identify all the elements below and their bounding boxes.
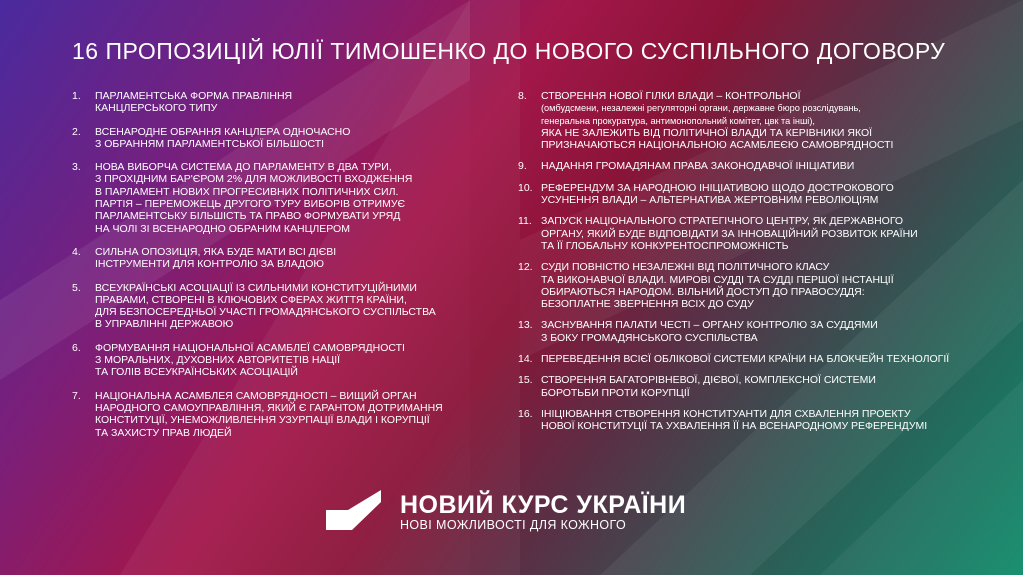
arrow-chevron-logo-icon [326,490,386,530]
item-line: НАЦІОНАЛЬНА АСАМБЛЕЯ САМОВРЯДНОСТІ – ВИЩИЙ ОРГАН [95,389,417,402]
item-line: (омбудсмени, незалежні регуляторні органи, державне бюро розслідувань, [541,103,861,114]
item-line: ЗАПУСК НАЦІОНАЛЬНОГО СТРАТЕГІЧНОГО ЦЕНТРУ, ЯК ДЕРЖАВНОГО [541,215,904,228]
item-text [541,374,958,399]
item-number: 15. [518,374,533,387]
item-line: ПАРТІЯ – ПЕРЕМОЖЕЦЬ ДРУГОГО ТУРУ ВИБОРІВ ОТРИМУЄ [95,198,406,211]
item-line: СТВОРЕННЯ БАГАТОРІВНЕВОЇ, ДІЄВОЇ, КОМПЛЕКСНОЇ СИСТЕМИ [541,374,876,387]
brand-subtitle: НОВІ МОЖЛИВОСТІ ДЛЯ КОЖНОГО [400,518,627,532]
item-number: 11. [518,215,532,228]
item-line: БОРОТЬБИ ПРОТИ КОРУПЦІЇ [541,386,690,399]
item-line: РЕФЕРЕНДУМ ЗА НАРОДНОЮ ІНІЦІАТИВОЮ ЩОДО ДОСТРОКОВОГО [541,181,894,194]
item-number: 5. [72,281,81,294]
list-item [72,161,472,235]
item-text [95,246,472,271]
item-number: 16. [518,407,533,420]
item-line: БЕЗОПЛАТНЕ ЗВЕРНЕННЯ ВСІХ ДО СУДУ [541,298,754,311]
item-line: З ОБРАННЯМ ПАРЛАМЕНТСЬКОЇ БІЛЬШОСТІ [95,137,325,150]
item-line: КОНСТИТУЦІЇ, УНЕМОЖЛИВЛЕННЯ УЗУРПАЦІЇ ВЛАДИ І КОРУПЦІЇ [95,414,430,427]
item-text [95,342,472,379]
item-number: 13. [518,319,533,332]
item-line: ОБИРАЮТЬСЯ НАРОДОМ. ВІЛЬНИЙ ДОСТУП ДО ПРАВОСУДДЯ: [541,285,865,298]
item-line: ЯКА НЕ ЗАЛЕЖИТЬ ВІД ПОЛІТИЧНОЇ ВЛАДИ ТА КЕРІВНИКИ ЯКОЇ [541,126,873,139]
item-text [541,160,958,172]
list-item [518,261,958,310]
item-text [95,126,472,151]
item-text [95,390,472,439]
item-number: 4. [72,245,81,258]
item-text [95,90,472,115]
item-text [541,261,958,310]
list-item [518,374,958,399]
list-item [72,126,472,151]
item-number: 1. [72,90,81,102]
item-line: ПРИЗНАЧАЮТЬСЯ НАЦІОНАЛЬНОЮ АСАМБЛЕЄЮ САМОВРЯДНОСТІ [541,139,894,152]
item-line: УСУНЕННЯ ВЛАДИ – АЛЬТЕРНАТИВА ЖЕРТОВНИМ РЕВОЛЮЦІЯМ [541,194,879,207]
item-text [541,182,958,207]
item-number: 2. [72,125,81,138]
item-line: ІНІЦІЮВАННЯ СТВОРЕННЯ КОНСТИТУАНТИ ДЛЯ СХВАЛЕННЯ ПРОЕКТУ [541,407,911,420]
item-line: ПЕРЕВЕДЕННЯ ВСІЄЇ ОБЛІКОВОЇ СИСТЕМИ КРАЇНИ НА БЛОКЧЕЙН ТЕХНОЛОГІЇ [541,353,950,366]
item-text [541,319,958,344]
item-line: ІНСТРУМЕНТИ ДЛЯ КОНТРОЛЮ ЗА ВЛАДОЮ [95,258,324,271]
page-title: 16 ПРОПОЗИЦІЙ ЮЛІЇ ТИМОШЕНКО ДО НОВОГО СУСПІЛЬНОГО ДОГОВОРУ [72,38,946,64]
item-number: 6. [72,341,81,354]
left-proposals-list [72,90,472,450]
item-line: В УПРАВЛІННІ ДЕРЖАВОЮ [95,318,234,331]
item-text [541,90,958,151]
item-line: З ПРОХІДНИМ БАР'ЄРОМ 2% ДЛЯ МОЖЛИВОСТІ ВХОДЖЕННЯ [95,173,413,186]
list-item [518,408,958,433]
item-text [541,215,958,252]
list-item [72,282,472,331]
item-line: ОРГАНУ, ЯКИЙ БУДЕ ВІДПОВІДАТИ ЗА ІННОВАЦІЙНИЙ РОЗВИТОК КРАЇНИ [541,227,918,240]
list-item [518,160,958,172]
list-item [518,353,958,365]
item-line: З БОКУ ГРОМАДЯНСЬКОГО СУСПІЛЬСТВА [541,331,758,344]
list-item [72,390,472,439]
item-line: генеральна прокуратура, антимонопольний комітет, цвк та інші), [541,115,815,126]
item-number: 3. [72,161,81,174]
item-number: 7. [72,389,81,402]
item-number: 12. [518,261,533,274]
list-item [518,215,958,252]
item-line: НОВОЇ КОНСТИТУЦІЇ ТА УХВАЛЕННЯ ЇЇ НА ВСЕНАРОДНОМУ РЕФЕРЕНДУМІ [541,420,928,433]
item-line: НОВА ВИБОРЧА СИСТЕМА ДО ПАРЛАМЕНТУ В ДВА ТУРИ, [95,161,392,174]
item-line: ТА ЇЇ ГЛОБАЛЬНУ КОНКУРЕНТОСПРОМОЖНІСТЬ [541,239,789,252]
item-line: З МОРАЛЬНИХ, ДУХОВНИХ АВТОРИТЕТІВ НАЦІЇ [95,354,341,367]
item-text [541,408,958,433]
item-line: ПАРЛАМЕНТСЬКУ БІЛЬШІСТЬ ТА ПРАВО ФОРМУВАТИ УРЯД [95,210,401,223]
item-number: 8. [518,90,527,102]
right-proposals-list [518,90,958,442]
list-item [518,182,958,207]
list-item [518,319,958,344]
list-item [72,246,472,271]
item-line: ТА ЗАХИСТУ ПРАВ ЛЮДЕЙ [95,426,232,439]
item-line: ТА ВИКОНАВЧОЇ ВЛАДИ. МИРОВІ СУДДІ ТА СУДДІ ПЕРШОЇ ІНСТАНЦІЇ [541,273,894,286]
item-line: ПРАВАМИ, СТВОРЕНІ В КЛЮЧОВИХ СФЕРАХ ЖИТТЯ КРАЇНИ, [95,293,407,306]
item-text [541,353,958,365]
item-line: ФОРМУВАННЯ НАЦІОНАЛЬНОЇ АСАМБЛЕЇ САМОВРЯДНОСТІ [95,341,405,354]
item-line: ВСЕУКРАЇНСЬКІ АСОЦІАЦІЇ ІЗ СИЛЬНИМИ КОНСТИТУЦІЙНИМИ [95,281,417,294]
item-number: 10. [518,181,533,194]
item-line: СИЛЬНА ОПОЗИЦІЯ, ЯКА БУДЕ МАТИ ВСІ ДІЄВІ [95,245,337,258]
item-line: КАНЦЛЕРСЬКОГО ТИПУ [95,102,218,115]
item-line: НАРОДНОГО САМОУПРАВЛІННЯ, ЯКИЙ Є ГАРАНТОМ ДОТРИМАННЯ [95,401,443,414]
item-number: 14. [518,353,533,366]
list-item [72,90,472,115]
item-text [95,282,472,331]
item-number: 9. [518,160,527,173]
item-text [95,161,472,235]
item-line: СТВОРЕННЯ НОВОЇ ГІЛКИ ВЛАДИ – КОНТРОЛЬНОЇ [541,90,801,102]
brand-title: НОВИЙ КУРС УКРАЇНИ [400,491,687,519]
item-line: ТА ГОЛІВ ВСЕУКРАЇНСЬКИХ АСОЦІАЦІЙ [95,366,298,379]
item-line: В ПАРЛАМЕНТ НОВИХ ПРОГРЕСИВНИХ ПОЛІТИЧНИХ СИЛ. [95,185,399,198]
item-line: ВСЕНАРОДНЕ ОБРАННЯ КАНЦЛЕРА ОДНОЧАСНО [95,125,351,138]
list-item [518,90,958,151]
item-line: ДЛЯ БЕЗПОСЕРЕДНЬОЇ УЧАСТІ ГРОМАДЯНСЬКОГО СУСПІЛЬСТВА [95,306,436,319]
item-line: НАДАННЯ ГРОМАДЯНАМ ПРАВА ЗАКОНОДАВЧОЇ ІНІЦІАТИВИ [541,160,855,173]
item-line: ПАРЛАМЕНТСЬКА ФОРМА ПРАВЛІННЯ [95,90,293,102]
item-line: ЗАСНУВАННЯ ПАЛАТИ ЧЕСТІ – ОРГАНУ КОНТРОЛЮ ЗА СУДДЯМИ [541,319,878,332]
item-line: НА ЧОЛІ ЗІ ВСЕНАРОДНО ОБРАНИМ КАНЦЛЕРОМ [95,222,350,235]
list-item [72,342,472,379]
item-line: СУДИ ПОВНІСТЮ НЕЗАЛЕЖНІ ВІД ПОЛІТИЧНОГО КЛАСУ [541,261,830,274]
